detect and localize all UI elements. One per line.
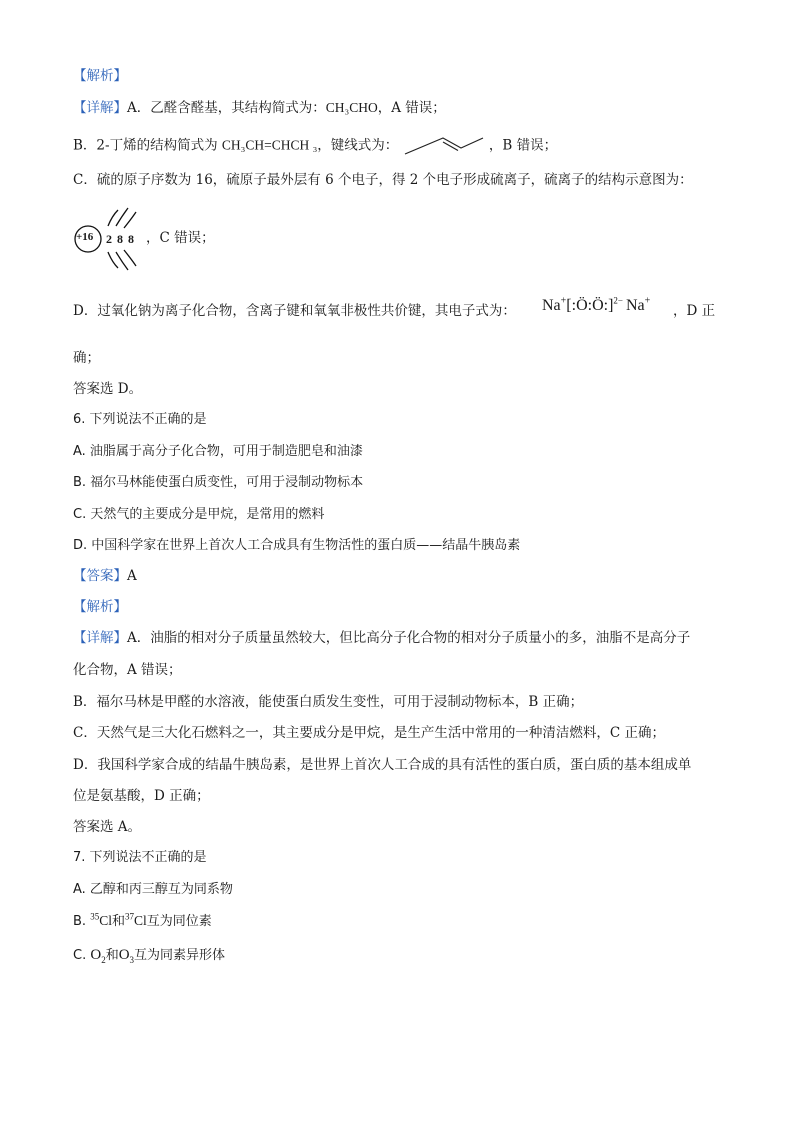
q7-option-b xyxy=(73,911,212,932)
q7-stem: 7. 下列说法不正确的是 xyxy=(73,850,207,865)
q6-detail-tag: 【详解】 xyxy=(73,630,127,646)
sulfide-ion-structure-diagram xyxy=(72,202,152,278)
na-left: Na xyxy=(542,297,561,314)
q5-b-formula: CH₃CH=CHCH ₃ xyxy=(221,137,318,153)
q6-answer: 答案选 A。 xyxy=(73,819,142,835)
cl37-element: Cl xyxy=(133,913,147,928)
skeletal-formula-2-butene xyxy=(403,134,485,158)
q7-b-tail: 互为同位素 xyxy=(146,914,212,929)
q5-a-formula: CH₃CHO xyxy=(325,100,378,115)
peroxide-bracket: [:Ö:Ö:] xyxy=(566,297,614,314)
q6-analysis-tag: 【解析】 xyxy=(73,599,127,615)
cl35-mass: 35 xyxy=(90,911,100,922)
o3-formula xyxy=(119,947,134,963)
q7-option-c xyxy=(73,945,225,966)
q5-c-text: C．硫的原子序数为 16，硫原子最外层有 6 个电子，得 2 个电子形成硫离子，硫离子的结构示意图为： xyxy=(73,172,693,188)
q6-detail-d1: D．我国科学家合成的结晶牛胰岛素，是世界上首次人工合成的具有活性的蛋白质，蛋白质的基本组成单 xyxy=(73,757,692,773)
q7-option-a: A. 乙醇和丙三醇互为同系物 xyxy=(73,882,233,897)
q6-detail-a2: 化合物，A 错误； xyxy=(73,662,182,678)
q6-detail-b: B．福尔马林是甲醛的水溶液，能使蛋白质发生变性，可用于浸制动物标本，B 正确； xyxy=(73,694,584,710)
q5-d-text: D．过氧化钠为离子化合物，含离子键和氧氧非极性共价键，其电子式为： xyxy=(73,303,516,319)
q5-a-tail: ，A 错误； xyxy=(377,100,446,116)
q5-b-mid: ，键线式为： xyxy=(317,137,399,154)
nucleus-charge: +16 xyxy=(76,231,94,243)
peroxide-charge: 2− xyxy=(613,295,623,306)
q6-option-c: C. 天然气的主要成分是甲烷，是常用的燃料 xyxy=(73,507,325,522)
q5-detail-b xyxy=(73,134,557,158)
o2-subscript: 2 xyxy=(101,955,106,965)
cl35-isotope xyxy=(90,913,112,928)
q5-answer: 答案选 D。 xyxy=(73,381,143,397)
q5-b-text: B．2-丁烯的结构简式为 xyxy=(73,137,222,154)
na-left-charge: + xyxy=(560,295,567,307)
q7-c-tail: 互为同素异形体 xyxy=(134,948,226,963)
o3-element: O xyxy=(118,947,130,963)
q7-b-prefix: B. xyxy=(73,914,91,929)
q6-answer-value: A xyxy=(127,568,137,584)
cl37-isotope xyxy=(125,913,147,928)
q6-detail-a1-text: A．油脂的相对分子质量虽然较大，但比高分子化合物的相对分子质量小的多，油脂不是高分子 xyxy=(127,630,691,646)
q6-answer-line xyxy=(73,566,137,586)
sodium-peroxide-electron-formula xyxy=(542,297,650,315)
cl35-element: Cl xyxy=(99,913,112,928)
q5-detail-tag: 【详解】 xyxy=(73,100,127,116)
q5-a-text: A．乙醛含醛基，其结构简式为： xyxy=(127,100,326,116)
q5-b-tail: ，B 错误； xyxy=(488,137,558,154)
q6-option-d: D. 中国科学家在世界上首次人工合成具有生物活性的蛋白质——结晶牛胰岛素 xyxy=(73,538,521,553)
q5-d-tail: ，D 正 xyxy=(673,303,716,319)
q6-detail-d2: 位是氨基酸，D 正确； xyxy=(73,788,210,804)
shell-3-electrons: 8 xyxy=(128,232,134,246)
o3-subscript: 3 xyxy=(129,955,135,965)
na-right-charge: + xyxy=(644,295,651,307)
q7-c-prefix: C. xyxy=(73,948,91,963)
q7-b-and: 和 xyxy=(111,914,125,929)
q6-option-a: A. 油脂属于高分子化合物，可用于制造肥皂和油漆 xyxy=(73,444,363,459)
q5-d-cont: 确； xyxy=(73,350,100,366)
q6-option-b: B. 福尔马林能使蛋白质变性，可用于浸制动物标本 xyxy=(73,475,364,490)
o2-element: O xyxy=(90,947,102,963)
o2-formula xyxy=(90,947,105,963)
q5-detail-a xyxy=(73,98,446,118)
q7-c-and: 和 xyxy=(105,948,119,963)
shell-2-electrons: 8 xyxy=(117,232,123,246)
q6-detail-c: C．天然气是三大化石燃料之一，其主要成分是甲烷，是生产生活中常用的一种清洁燃料，C 正确； xyxy=(73,725,665,741)
q5-analysis-tag: 【解析】 xyxy=(73,68,127,84)
shell-1-electrons: 2 xyxy=(106,232,112,246)
cl37-mass: 37 xyxy=(124,911,134,922)
q6-detail-a1 xyxy=(73,628,690,648)
q6-answer-tag: 【答案】 xyxy=(73,568,127,584)
q5-c-tail: ，C 错误； xyxy=(146,230,215,246)
na-right: Na xyxy=(625,297,645,314)
q6-stem: 6. 下列说法不正确的是 xyxy=(73,412,207,427)
